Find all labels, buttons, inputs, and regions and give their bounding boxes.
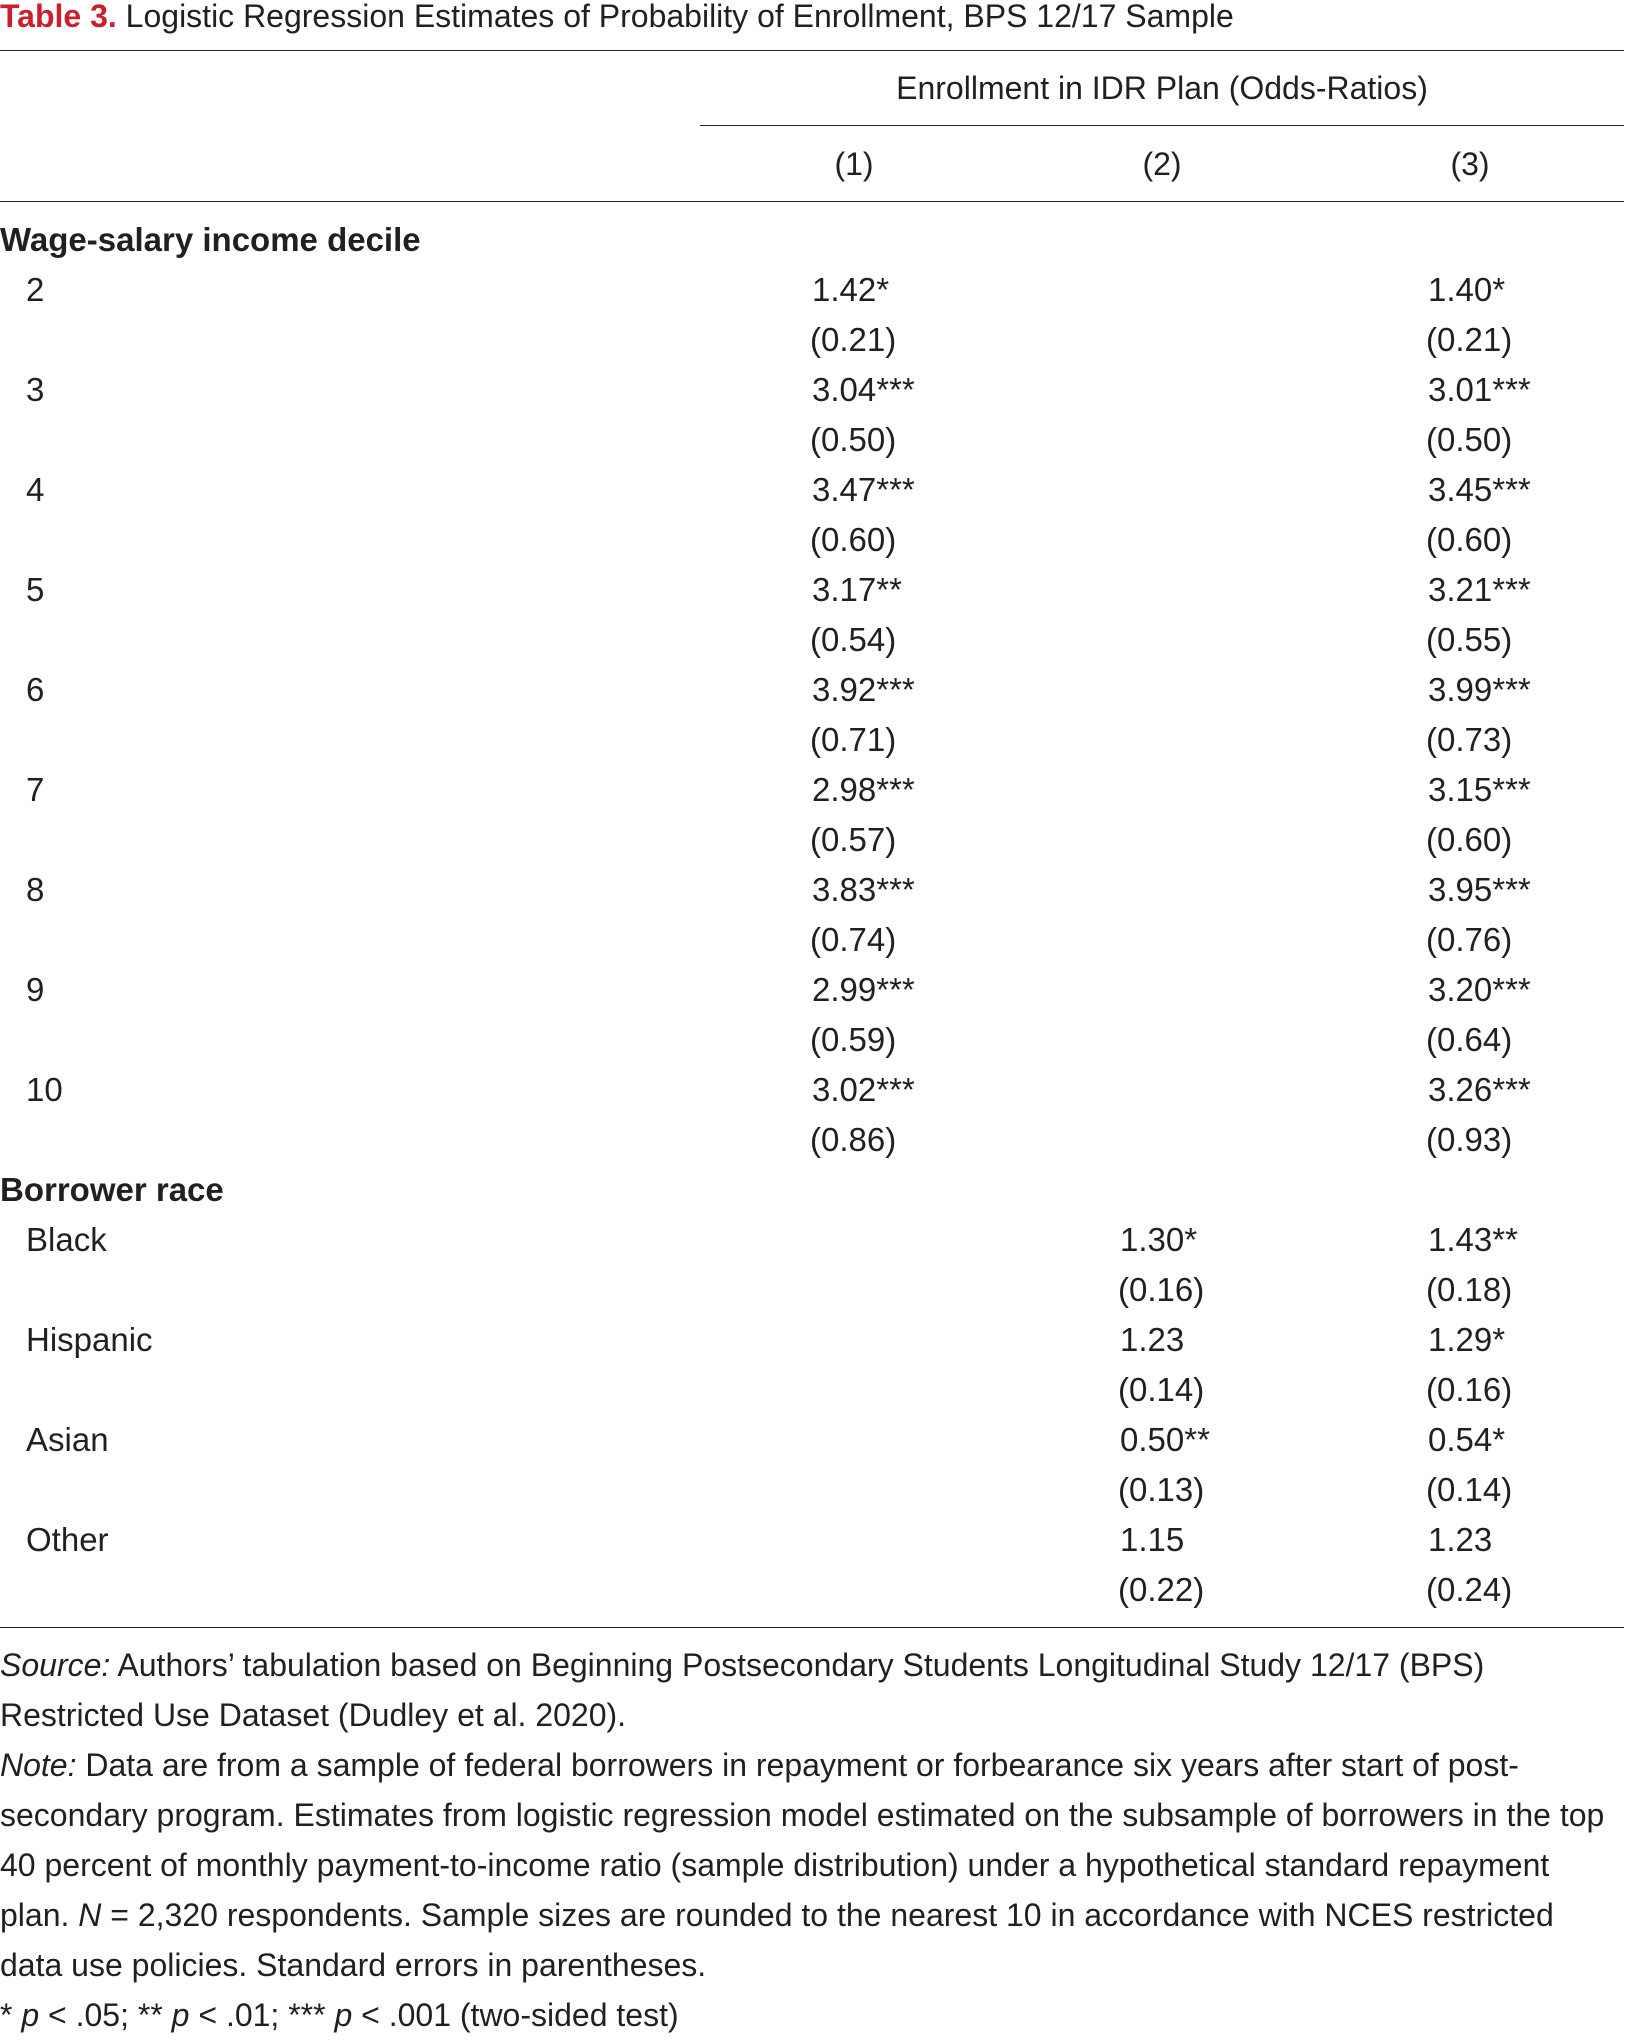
column-header-1: (1)	[834, 146, 874, 182]
odds-ratio-value: 1.29*	[1428, 1321, 1506, 1358]
odds-ratio-value: 1.23	[1428, 1521, 1493, 1558]
note-label: Note:	[0, 1747, 77, 1783]
odds-ratio-value: 1.43**	[1428, 1221, 1518, 1258]
sig-text-d: < .001 (two-sided test)	[352, 1997, 679, 2033]
row-label: Asian	[26, 1421, 109, 1458]
standard-error-value: (0.60)	[810, 521, 897, 558]
standard-error-value: (0.21)	[810, 321, 897, 358]
source-label: Source:	[0, 1647, 111, 1683]
row-label: 2	[26, 271, 45, 308]
odds-ratio-value: 1.42*	[812, 271, 890, 308]
standard-error-value: (0.24)	[1426, 1571, 1513, 1608]
odds-ratio-value: 1.40*	[1428, 271, 1506, 308]
row-label: 3	[26, 371, 45, 408]
standard-error-value: (0.14)	[1118, 1371, 1205, 1408]
standard-error-value: (0.74)	[810, 921, 897, 958]
standard-error-value: (0.93)	[1426, 1121, 1513, 1158]
row-label: Hispanic	[26, 1321, 153, 1358]
standard-error-value: (0.76)	[1426, 921, 1513, 958]
section-heading: Wage-salary income decile	[0, 221, 421, 258]
standard-error-value: (0.54)	[810, 621, 897, 658]
standard-error-value: (0.59)	[810, 1021, 897, 1058]
row-label: 4	[26, 471, 45, 508]
header-bottom-rule	[0, 201, 1624, 202]
odds-ratio-value: 3.20***	[1428, 971, 1531, 1008]
table-label: Table 3.	[0, 0, 117, 34]
row-label: 9	[26, 971, 45, 1008]
sig-text-a: *	[0, 1997, 22, 2033]
row-label: Black	[26, 1221, 107, 1258]
odds-ratio-value: 3.04***	[812, 371, 915, 408]
odds-ratio-value: 3.47***	[812, 471, 915, 508]
standard-error-value: (0.21)	[1426, 321, 1513, 358]
odds-ratio-value: 3.92***	[812, 671, 915, 708]
odds-ratio-value: 3.15***	[1428, 771, 1531, 808]
column-header-2: (2)	[1142, 146, 1182, 182]
standard-error-value: (0.60)	[1426, 521, 1513, 558]
odds-ratio-value: 0.54*	[1428, 1421, 1506, 1458]
note-n: N	[78, 1897, 102, 1933]
odds-ratio-value: 3.26***	[1428, 1071, 1531, 1108]
sig-text-b: < .05; **	[39, 1997, 172, 2033]
odds-ratio-value: 3.01***	[1428, 371, 1531, 408]
odds-ratio-value: 1.30*	[1120, 1221, 1198, 1258]
odds-ratio-value: 1.23	[1120, 1321, 1185, 1358]
row-label: 8	[26, 871, 45, 908]
sig-p-2: p	[171, 1997, 190, 2033]
column-header-3: (3)	[1450, 146, 1490, 182]
bottom-rule	[0, 1627, 1624, 1628]
sig-p-3: p	[334, 1997, 353, 2033]
odds-ratio-value: 0.50**	[1120, 1421, 1210, 1458]
header-group-label: Enrollment in IDR Plan (Odds-Ratios)	[896, 70, 1428, 106]
standard-error-value: (0.13)	[1118, 1471, 1205, 1508]
odds-ratio-value: 3.83***	[812, 871, 915, 908]
source-text: Authors’ tabulation based on Beginning Postsecondary Students Longitudinal Study 12/17 (BPS) Restricted Use Dataset (Dudley et al. 2020).	[0, 1647, 1485, 1733]
note-text-b: = 2,320 respondents. Sample sizes are rounded to the nearest 10 in accordance with NCES restricted data use policies. Standard errors in parentheses.	[0, 1897, 1554, 1983]
sig-text-c: < .01; ***	[189, 1997, 335, 2033]
standard-error-value: (0.16)	[1426, 1371, 1513, 1408]
significance-note	[0, 1990, 1624, 2040]
standard-error-value: (0.73)	[1426, 721, 1513, 758]
odds-ratio-value: 3.21***	[1428, 571, 1531, 608]
header-group-rule	[700, 125, 1624, 126]
standard-error-value: (0.57)	[810, 821, 897, 858]
standard-error-value: (0.22)	[1118, 1571, 1205, 1608]
note-text-a: Data are from a sample of federal borrowers in repayment or forbearance six years after start of post-secondary program. Estimates from logistic regression model estimated on the subsample of borrowers in the top 40 percent of monthly payment-to-income ratio (sample distribution) under a hypothetical standard repayment plan.	[0, 1747, 1605, 1933]
standard-error-value: (0.16)	[1118, 1271, 1205, 1308]
sig-p-1: p	[21, 1997, 40, 2033]
row-label: 6	[26, 671, 45, 708]
odds-ratio-value: 2.99***	[812, 971, 915, 1008]
standard-error-value: (0.55)	[1426, 621, 1513, 658]
odds-ratio-value: 2.98***	[812, 771, 915, 808]
odds-ratio-value: 3.95***	[1428, 871, 1531, 908]
table-notes	[0, 1640, 1624, 2040]
odds-ratio-value: 3.99***	[1428, 671, 1531, 708]
table-title: Logistic Regression Estimates of Probability of Enrollment, BPS 12/17 Sample	[116, 0, 1234, 34]
standard-error-value: (0.50)	[1426, 421, 1513, 458]
standard-error-value: (0.50)	[810, 421, 897, 458]
row-label: 7	[26, 771, 45, 808]
odds-ratio-value: 3.45***	[1428, 471, 1531, 508]
source-note	[0, 1640, 1624, 1740]
standard-error-value: (0.71)	[810, 721, 897, 758]
general-note	[0, 1740, 1624, 1990]
row-label: 10	[26, 1071, 63, 1108]
standard-error-value: (0.86)	[810, 1121, 897, 1158]
odds-ratio-value: 1.15	[1120, 1521, 1185, 1558]
row-label: Other	[26, 1521, 109, 1558]
standard-error-value: (0.14)	[1426, 1471, 1513, 1508]
row-label: 5	[26, 571, 45, 608]
standard-error-value: (0.60)	[1426, 821, 1513, 858]
odds-ratio-value: 3.17**	[812, 571, 902, 608]
standard-error-value: (0.18)	[1426, 1271, 1513, 1308]
odds-ratio-value: 3.02***	[812, 1071, 915, 1108]
section-heading: Borrower race	[0, 1171, 224, 1208]
table-caption	[0, 0, 1234, 32]
top-rule	[0, 50, 1624, 51]
standard-error-value: (0.64)	[1426, 1021, 1513, 1058]
